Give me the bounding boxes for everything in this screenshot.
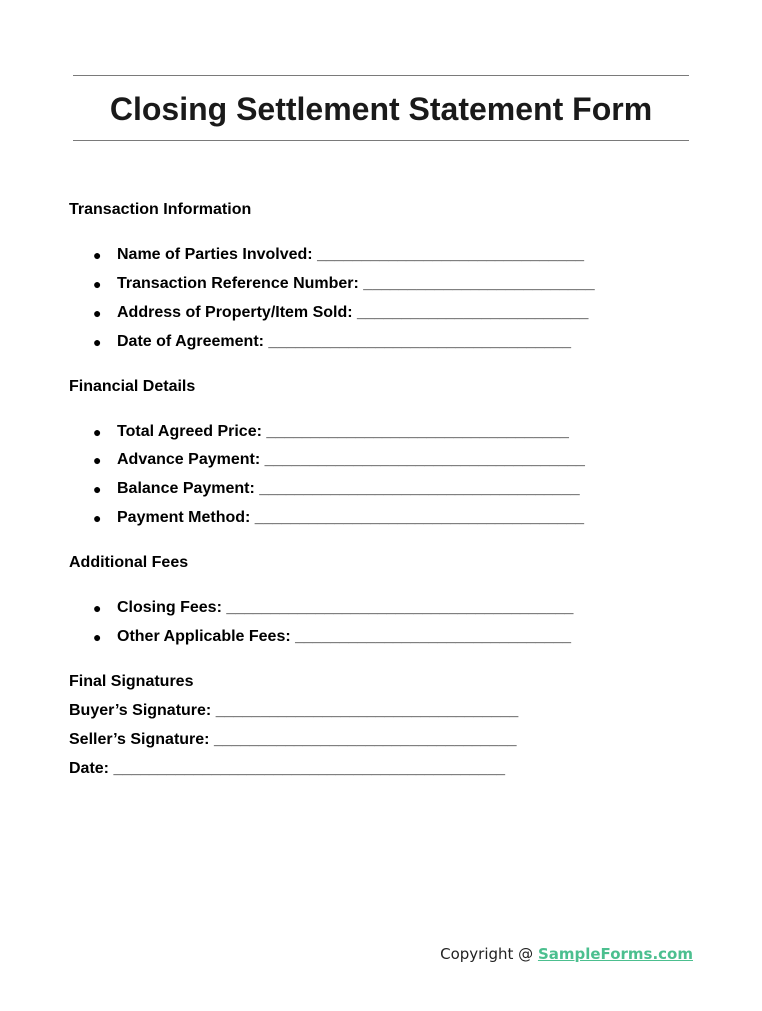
field-parties-involved[interactable]: Name of Parties Involved: ______________________________: [117, 246, 585, 263]
field-property-address[interactable]: Address of Property/Item Sold: __________________________: [117, 304, 589, 321]
field-balance-payment[interactable]: Balance Payment: ____________________________________: [117, 480, 580, 497]
section-heading-transaction: Transaction Information: [69, 201, 252, 218]
signature-date-field[interactable]: Date: ____________________________________________: [69, 760, 505, 777]
section-heading-financial: Financial Details: [69, 378, 196, 395]
bullet-icon: ●: [93, 424, 102, 440]
field-other-fees[interactable]: Other Applicable Fees: _______________________________: [117, 628, 571, 645]
title-top-rule: [73, 75, 689, 76]
copyright-prefix: Copyright @: [440, 945, 538, 963]
field-agreement-date[interactable]: Date of Agreement: __________________________________: [117, 333, 571, 350]
copyright-notice: [440, 944, 693, 964]
bullet-icon: ●: [93, 452, 102, 468]
bullet-icon: ●: [93, 334, 102, 350]
buyer-signature-field[interactable]: Buyer’s Signature: __________________________________: [69, 702, 519, 719]
bullet-icon: ●: [93, 276, 102, 292]
field-closing-fees[interactable]: Closing Fees: _______________________________________: [117, 599, 574, 616]
bullet-icon: ●: [93, 481, 102, 497]
bullet-icon: ●: [93, 247, 102, 263]
field-total-agreed-price[interactable]: Total Agreed Price: __________________________________: [117, 423, 569, 440]
brand-link[interactable]: SampleForms.com: [537, 945, 693, 963]
page-title: Closing Settlement Statement Form: [109, 91, 653, 127]
field-transaction-reference[interactable]: Transaction Reference Number: __________________________: [117, 275, 595, 292]
bullet-icon: ●: [93, 629, 102, 645]
field-advance-payment[interactable]: Advance Payment: ____________________________________: [117, 451, 585, 468]
bullet-icon: ●: [93, 305, 102, 321]
seller-signature-field[interactable]: Seller’s Signature: __________________________________: [69, 731, 517, 748]
section-heading-signatures: Final Signatures: [69, 673, 194, 690]
bullet-icon: ●: [93, 510, 102, 526]
field-payment-method[interactable]: Payment Method: _____________________________________: [117, 509, 585, 526]
section-heading-fees: Additional Fees: [69, 554, 189, 571]
title-bottom-rule: [73, 140, 689, 141]
bullet-icon: ●: [93, 600, 102, 616]
